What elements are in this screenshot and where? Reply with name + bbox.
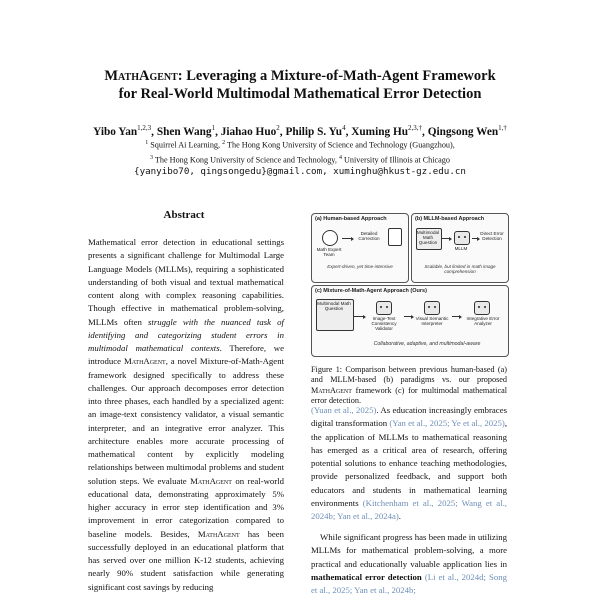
title-mathagent: MathAgent — [104, 68, 178, 84]
paper-title — [60, 67, 540, 103]
abstract-heading: Abstract — [163, 209, 205, 221]
author-4: Philip S. Yu$^4$ — [285, 124, 346, 138]
robot-icon — [376, 301, 392, 315]
citation-link[interactable]: (Li et al., 2024d; Song et al., 2025; Yan et al., 2024b; — [311, 571, 508, 595]
arrow-icon — [404, 316, 412, 317]
arrow-icon — [342, 238, 352, 239]
panel-b-input: Multimodal Math Question — [416, 230, 440, 246]
arrow-icon — [452, 316, 460, 317]
author-list: Yibo Yan$^{1,2,3}$, Shen Wang$^1$, Jiahao Huo$^2$, Philip S. Yu$^4$, Xuming $Hu^{2,3,\dagger}$, Qingsong Wen$^{1,\dagger}$ — [93, 124, 507, 138]
panel-c — [311, 285, 509, 357]
robot-icon — [454, 231, 470, 245]
intro-paragraph-2: While significant progress has been made in utilizing MLLMs for mathematical problem-solving, a more practical and educationally valuable application lies in mathematical error detection (Li et al., 2024d; Song et al., 2025; Yan et al., 2024b; — [311, 532, 508, 595]
figure-1 — [311, 213, 507, 355]
panel-b-label: (b) MLLM-based Approach — [415, 216, 485, 222]
panel-c-step2: Visual Semantic Interpreter — [415, 316, 449, 327]
author-6: Qingsong Wen$^{1,\dagger}$ — [427, 124, 507, 138]
panel-b-output: Direct Error Detection — [480, 231, 504, 242]
arrow-icon — [442, 238, 450, 239]
panel-c-input: Multimodal Math Question — [317, 301, 351, 312]
author-emails: {yanyibo70, qingsongedu}@gmail.com, xuminghu@hkust-gz.edu.cn — [134, 166, 466, 177]
author-5: Xuming $Hu^{2,3,\dagger}$ — [351, 124, 423, 138]
panel-b-model: MLLM — [454, 246, 468, 251]
affiliation-line-1: $^1$ Squirrel Ai Learning, $^2$ The Hong Kong University of Science and Technology (Guangzhou), — [145, 140, 455, 150]
robot-icon — [424, 301, 440, 315]
author-2: Shen Wang$^1$ — [156, 124, 216, 138]
panel-a-person: Math Expert Team — [316, 247, 342, 258]
robot-icon — [474, 301, 490, 315]
document-icon — [388, 228, 402, 246]
panel-a-note: Expert-driven, yet time-intensive — [327, 264, 393, 269]
citation-link[interactable]: (Yuan et al., 2025) — [311, 405, 377, 415]
author-1: Yibo Yan$^{1,2,3}$ — [93, 124, 152, 138]
abstract-body: Mathematical error detection in educational settings presents a significant challenge for Multimodal Large Language Models (MLLMs), requiring a sophisticated understanding of both visual and textual mathematical content along with complex reasoning capabilities. Though effective in mathematical problem-solving, MLLMs often struggle with the nuanced task of identifying and categorizing student errors in multimodal mathematical contexts. Therefore, we introduce MathAgent, a novel Mixture-of-Math-Agent framework designed specifically to address these challenges. Our approach decomposes error detection into three phases, each handled by a specialized agent: an image-text consistency validator, a visual semantic interpreter, and an integrative error analyzer. This architecture enables more accurate processing of mathematical content by explicitly modeling relationships between multimodal problems and student solution steps. We evaluate MathAgent on real-world educational data, demonstrating approximately 5% higher accuracy in error step identification and 3% improvement in error categorization compared to baseline models. Besides, MathAgent has been successfully deployed in an educational platform that has served over one million K-12 students, achieving nearly 90% student satisfaction while generating significant cost savings by reducing — [88, 237, 284, 592]
panel-c-note: Collaborative, adaptive, and multimodal-aware — [373, 341, 481, 347]
panel-c-step1: Image-Text Consistency Validator — [371, 316, 397, 332]
panel-b — [411, 213, 509, 283]
panel-a-item: Detailed Correction — [358, 231, 380, 242]
expert-team-icon — [322, 230, 338, 246]
intro-paragraph-1: (Yuan et al., 2025). As education increasingly embraces digital transformation (Yan et al., 2025; Ye et al., 2025), the application of MLLMs to mathematical reasoning has emerged as a critical area of research, offering potential solutions to enhance teaching methodologies, provide personalized feedback, and support both educators and students in mathematical learning environments (Kitchenham et al., 2025; Wang et al., 2024b; Yan et al., 2024a). — [311, 405, 507, 521]
figure-caption: Figure 1: Comparison between previous human-based (a) and MLLM-based (b) paradigms vs. our proposed MathAgent framework (c) for multimodal mathematical error detection. — [311, 365, 507, 406]
title-line2: for Real-World Multimodal Mathematical Error Detection — [118, 86, 482, 102]
panel-a-label: (a) Human-based Approach — [315, 216, 387, 222]
arrow-icon — [354, 316, 364, 317]
panel-c-label: (c) Mixture-of-Math-Agent Approach (Ours) — [315, 288, 427, 294]
affiliation-line-2: $^3$ The Hong Kong University of Science and Technology, $^4$ University of Illinois at Chicago — [150, 155, 450, 165]
title-line1-rest: : Leveraging a Mixture-of-Math-Agent Framework — [177, 68, 496, 84]
panel-a — [311, 213, 409, 283]
author-3: Jiahao Huo$^2$ — [220, 124, 280, 138]
panel-c-step3: Integrative Error Analyzer — [466, 316, 500, 327]
citation-link[interactable]: (Kitchenham et al., 2025; Wang et al., 2024b; Yan et al., 2024a) — [311, 497, 507, 521]
citation-link[interactable]: (Yan et al., 2025; Ye et al., 2025) — [389, 418, 505, 429]
panel-b-note: Scalable, but limited in math image comprehension — [424, 264, 496, 275]
